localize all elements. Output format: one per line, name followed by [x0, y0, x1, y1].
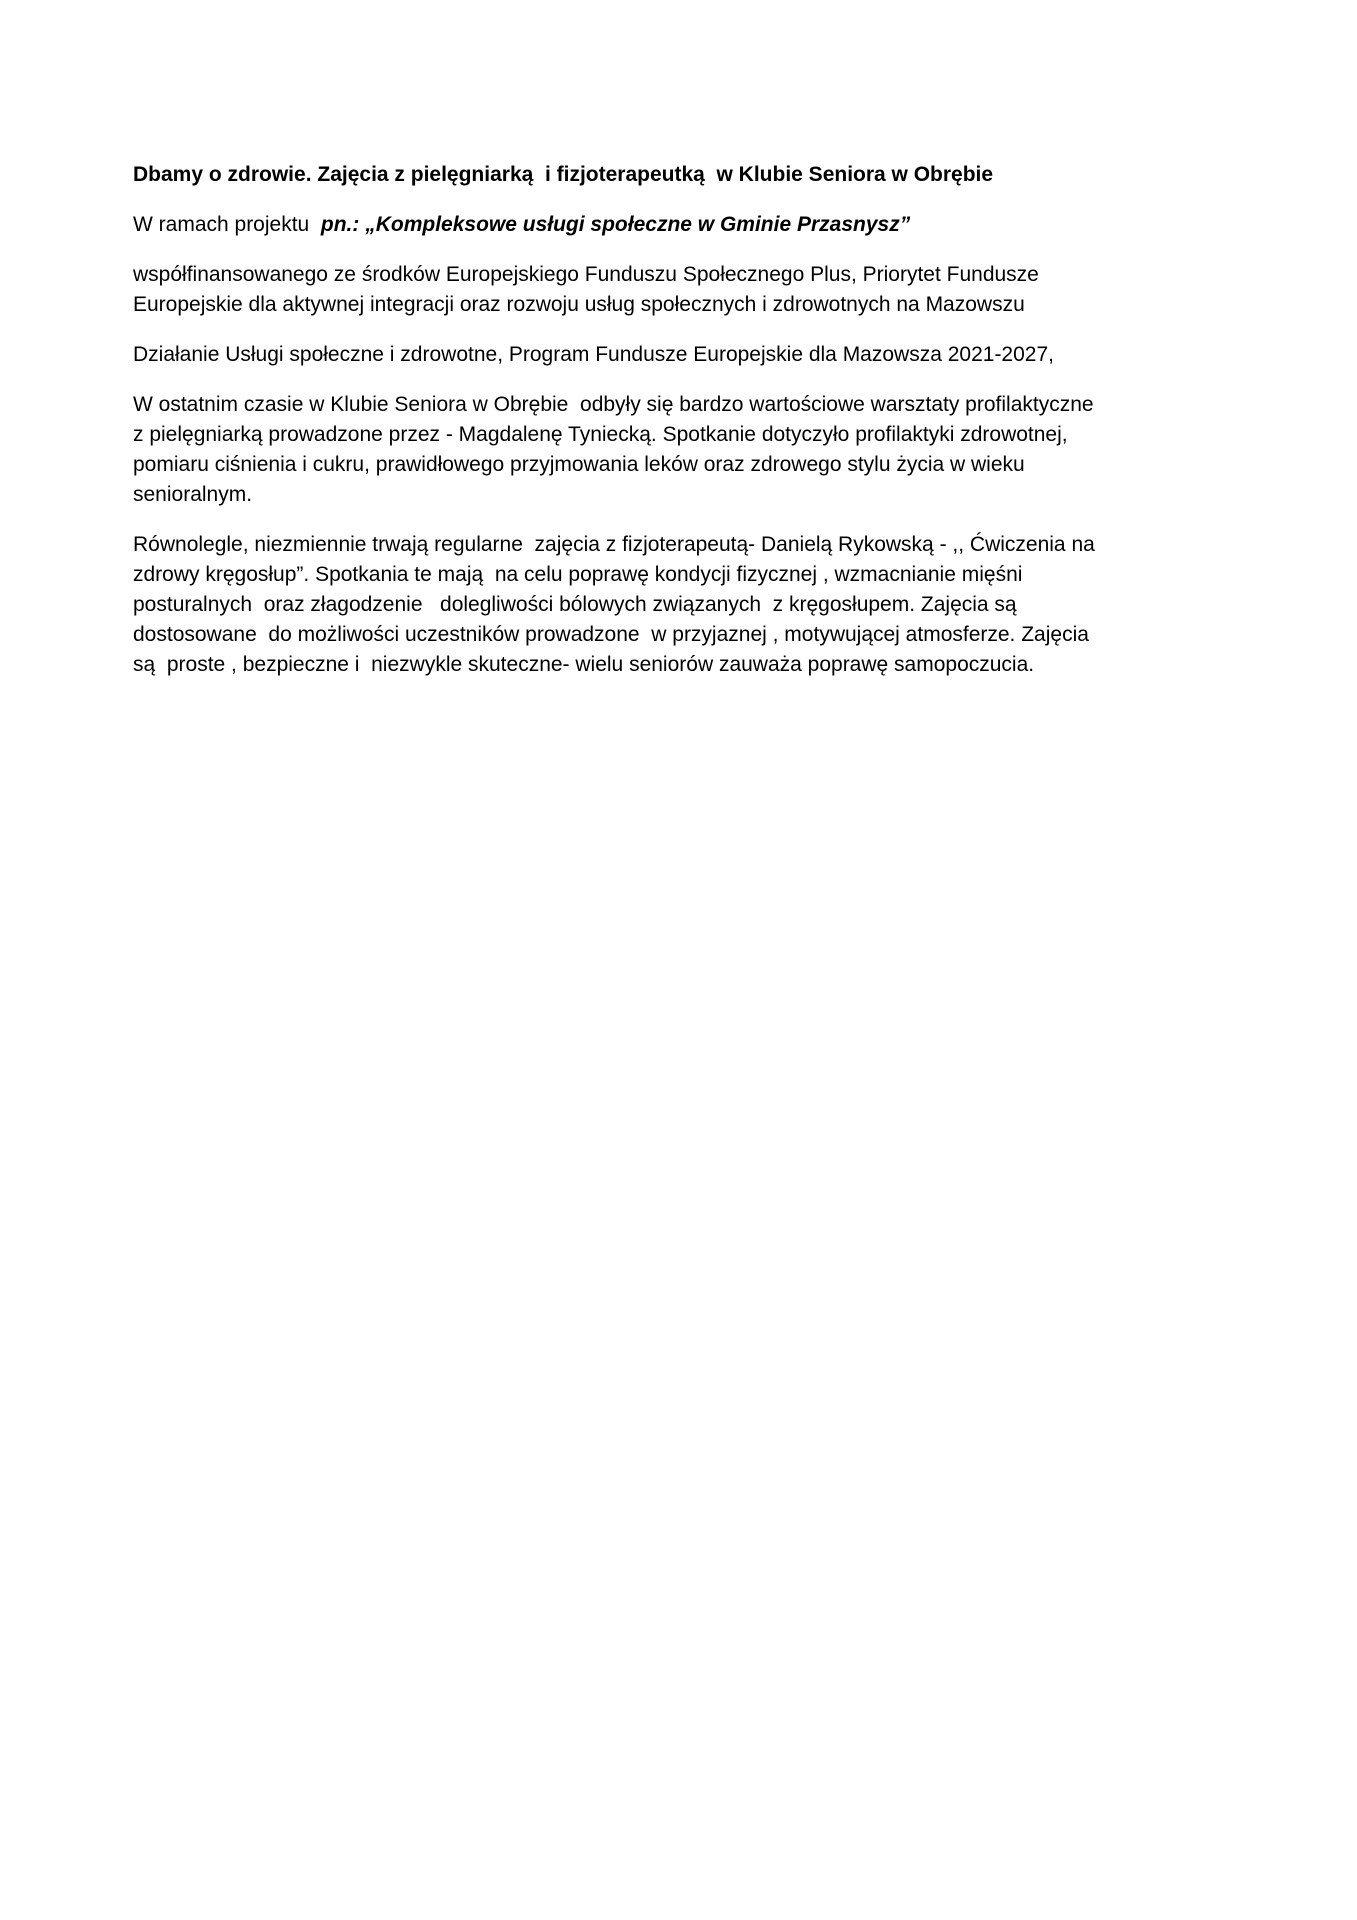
paragraph-physiotherapy: Równolegle, niezmiennie trwają regularne zajęcia z fizjoterapeutą- Danielą Rykowską - ,, Ćwiczenia na zdrowy kręgosłup”. Spotkania te mają na celu poprawę kondycji fizycznej , wzmacnianie mięśni posturalnych oraz złagodzenie dolegliwości bólowych związanych z kręgosłupem. Zajęcia są dostosowane do możliwości uczestników prowadzone w przyjaznej , motywującej atmosferze. Zajęcia są proste , bezpieczne i niezwykle skuteczne- wielu seniorów zauważa poprawę samopoczucia. — [133, 533, 1101, 676]
paragraph-program: Działanie Usługi społeczne i zdrowotne, Program Fundusze Europejskie dla Mazowsza 2021-2027, — [133, 343, 1054, 366]
document-page — [133, 160, 1108, 700]
project-name-emphasis: pn.: „Kompleksowe usługi społeczne w Gminie Przasnysz” — [320, 213, 911, 236]
paragraph-nurse-workshops: W ostatnim czasie w Klubie Seniora w Obrębie odbyły się bardzo wartościowe warsztaty profilaktyczne z pielęgniarką prowadzone przez - Magdalenę Tyniecką. Spotkanie dotyczyło profilaktyki zdrowotnej, pomiaru ciśnienia i cukru, prawidłowego przyjmowania leków oraz zdrowego stylu życia w wieku senioralnym. — [133, 393, 1106, 506]
project-line — [133, 210, 1108, 240]
project-line-prefix: W ramach projektu — [133, 213, 321, 236]
paragraph-funding: współfinansowanego ze środków Europejskiego Funduszu Społecznego Plus, Priorytet Fundusze Europejskie dla aktywnej integracji oraz rozwoju usług społecznych i zdrowotnych na Mazowszu — [133, 263, 1045, 316]
document-title: Dbamy o zdrowie. Zajęcia z pielęgniarką i fizjoterapeutką w Klubie Seniora w Obrębie — [133, 163, 994, 186]
